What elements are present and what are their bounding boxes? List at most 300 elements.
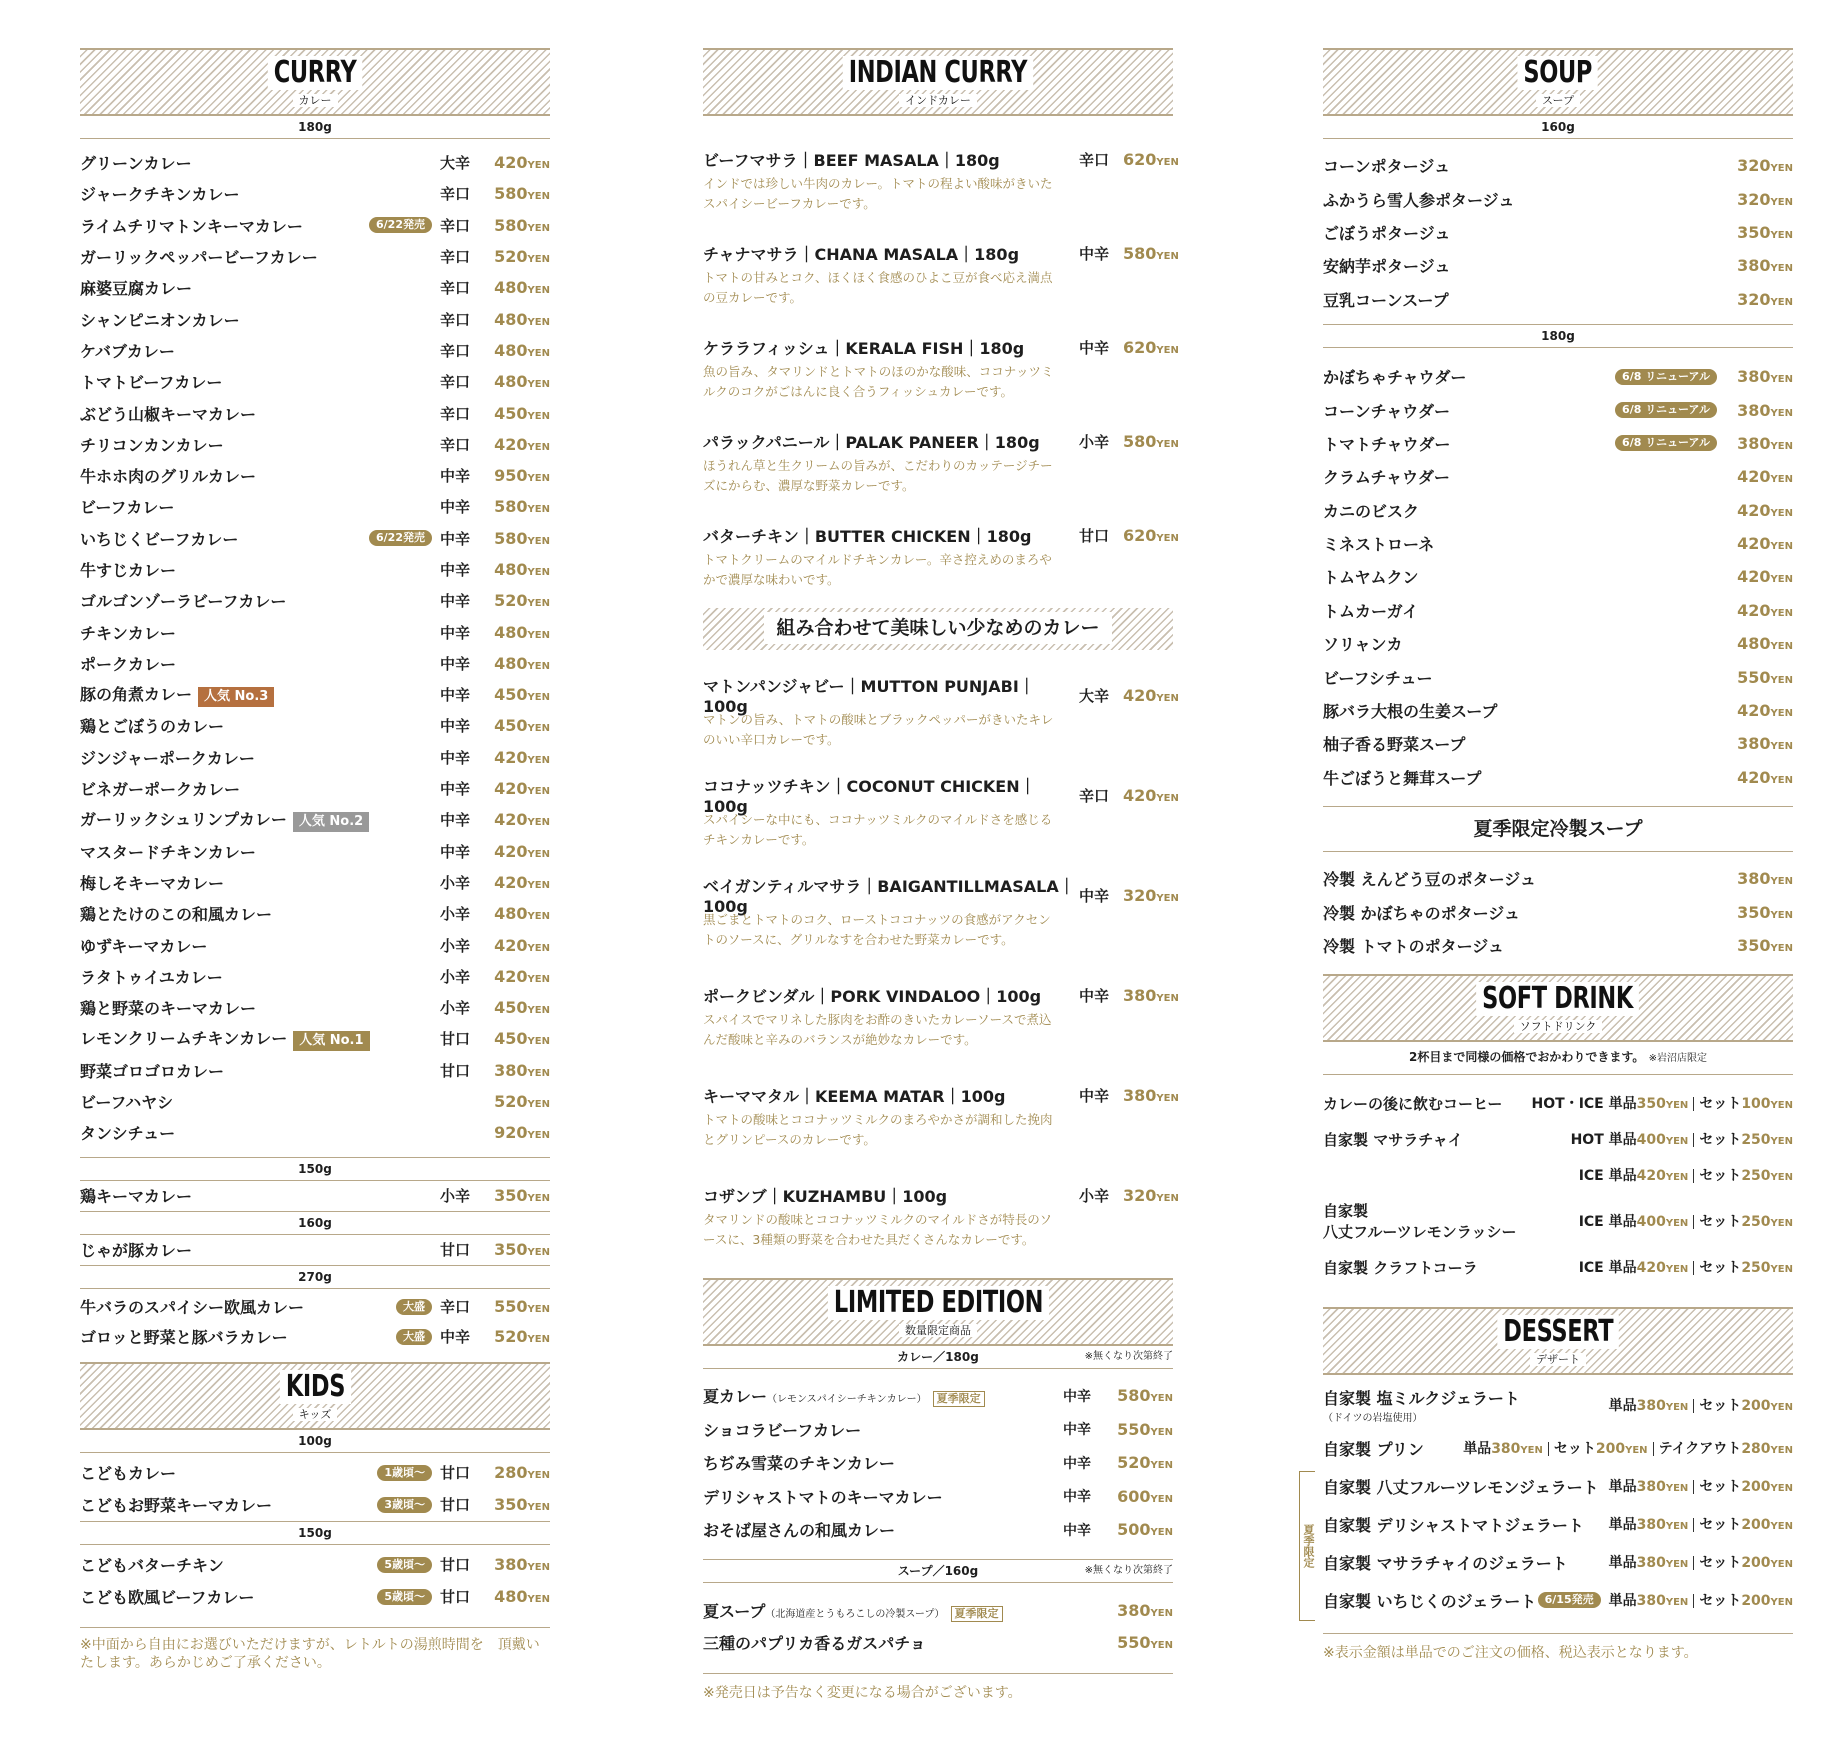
item-name: チリコンカンカレー xyxy=(80,435,224,455)
cold-soup-title: 夏季限定冷製スープ xyxy=(1323,807,1793,852)
item-price: 420YEN xyxy=(1737,600,1793,620)
item-price: 480YEN xyxy=(494,372,550,392)
menu-row xyxy=(80,1086,550,1117)
menu-row xyxy=(80,366,550,397)
menu-row xyxy=(80,1023,550,1054)
divider xyxy=(1693,1594,1694,1608)
release-tag: 6/8 リニューアル xyxy=(1615,402,1717,418)
yen-unit: YEN xyxy=(527,1470,550,1481)
yen-unit: YEN xyxy=(1770,1218,1793,1230)
item-name: 三種のパプリカ香るガスパチョ xyxy=(703,1634,926,1653)
yen-unit: YEN xyxy=(1770,1172,1793,1184)
spice-level: 甘口 xyxy=(440,1061,471,1080)
dessert-prices xyxy=(1609,1552,1793,1572)
yen-unit: YEN xyxy=(1770,1597,1793,1609)
weight-label: 180g xyxy=(1323,324,1793,348)
item-name: 鶏とごぼうのカレー xyxy=(80,717,225,737)
season-badge: 夏季限定 xyxy=(933,1391,985,1407)
item-name: レモンクリームチキンカレー 人気 No.1 xyxy=(80,1026,440,1051)
yen-unit: YEN xyxy=(1770,163,1793,175)
single-label: 単品 xyxy=(1608,1398,1637,1415)
item-price: 950YEN xyxy=(494,466,550,486)
menu-row xyxy=(703,1513,1173,1547)
item-name: チキンカレー xyxy=(80,623,176,643)
spice-level: 中辛 xyxy=(440,561,471,579)
item-price: 520YEN xyxy=(1117,1453,1173,1473)
release-tag: 6/22発売 xyxy=(369,530,432,546)
yen-unit: YEN xyxy=(1156,992,1179,1004)
drink-type: HOT xyxy=(1570,1132,1609,1149)
item-price: 620YEN xyxy=(1123,149,1179,169)
divider xyxy=(1693,1097,1694,1111)
yen-unit: YEN xyxy=(1770,229,1793,241)
item-name: ポークビンダル｜PORK VINDALOO｜100g xyxy=(703,986,1042,1006)
weight-label: 160g xyxy=(1323,116,1793,139)
yen-unit: YEN xyxy=(1770,909,1793,921)
indian-item xyxy=(703,874,1179,950)
drink-row xyxy=(1323,1249,1793,1285)
item-name: 豚バラ大根の生姜スープ xyxy=(1323,702,1498,722)
item-name: ライムチリマトンキーマカレー xyxy=(80,216,303,236)
item-price: 380YEN xyxy=(1636,1593,1689,1610)
release-tag: 5歳頃～ xyxy=(377,1589,432,1605)
spice-level: 中辛 xyxy=(1079,986,1110,1005)
menu-row xyxy=(1323,862,1793,895)
yen-unit: YEN xyxy=(1665,1218,1689,1230)
limited-soup-label-row xyxy=(703,1559,1173,1583)
menu-row xyxy=(703,1379,1173,1413)
yen-unit: YEN xyxy=(527,316,550,328)
menu-row xyxy=(80,147,550,178)
menu-row xyxy=(1323,360,1793,393)
yen-unit: YEN xyxy=(1770,1136,1793,1148)
yen-unit: YEN xyxy=(1156,438,1179,450)
spice-level: 辛口 xyxy=(440,279,471,298)
yen-unit: YEN xyxy=(1156,156,1179,168)
kids-100-list xyxy=(80,1453,550,1521)
yen-unit: YEN xyxy=(1770,196,1793,208)
menu-row xyxy=(80,616,550,647)
divider xyxy=(1653,1442,1654,1456)
yen-unit: YEN xyxy=(527,1334,550,1345)
item-name: こどもカレー xyxy=(80,1464,177,1483)
set-label: セット xyxy=(1699,1398,1742,1415)
curry-subtitle: カレー xyxy=(293,94,338,107)
menu-row xyxy=(80,1322,550,1352)
indian-item xyxy=(703,232,1179,308)
weight-label: 100g xyxy=(80,1430,550,1453)
indian-item-header xyxy=(703,1182,1179,1208)
menu-row xyxy=(80,1581,550,1613)
indian-item xyxy=(703,326,1179,402)
yen-unit: YEN xyxy=(527,598,550,610)
dessert-title: DESSERT xyxy=(1497,1315,1619,1349)
item-price: 280YEN xyxy=(494,1463,550,1482)
item-name: 牛ごぼうと舞茸スープ xyxy=(1323,768,1482,788)
spice-level: 小辛 xyxy=(1079,432,1110,451)
spice-level: 小辛 xyxy=(440,936,471,955)
spice-level: 小辛 xyxy=(440,905,471,924)
yen-unit: YEN xyxy=(527,567,550,578)
single-label: 単品 xyxy=(1608,1517,1637,1534)
item-name: コーンポタージュ xyxy=(1323,157,1451,177)
yen-unit: YEN xyxy=(527,692,550,704)
release-tag: 大盛 xyxy=(396,1329,432,1345)
item-name: 冷製 かぼちゃのポタージュ xyxy=(1323,903,1520,923)
item-price: 400YEN xyxy=(1636,1132,1689,1149)
yen-unit: YEN xyxy=(1770,574,1793,586)
spice-level: 甘口 xyxy=(440,1030,471,1049)
yen-unit: YEN xyxy=(527,1562,550,1573)
dessert-subname: （ドイツの岩塩使用） xyxy=(1323,1413,1423,1425)
dessert-prices xyxy=(1609,1395,1793,1415)
yen-unit: YEN xyxy=(1770,876,1793,888)
limited-title: LIMITED EDITION xyxy=(827,1286,1048,1320)
yen-unit: YEN xyxy=(527,285,550,297)
limited-soup-label: スープ／160g xyxy=(897,1563,979,1578)
menu-row xyxy=(703,1480,1173,1514)
yen-unit: YEN xyxy=(1770,741,1793,753)
indian-item xyxy=(703,974,1179,1050)
summer-limited-bracket: 夏季限定 xyxy=(1299,1471,1315,1621)
spice-level: 甘口 xyxy=(440,1241,471,1259)
item-name: クラムチャウダー xyxy=(1323,468,1450,488)
spice-level: 辛口 xyxy=(1079,786,1110,805)
item-name: ゴロッと野菜と豚バラカレー xyxy=(80,1328,288,1347)
yen-unit: YEN xyxy=(1156,1092,1179,1104)
item-name: 夏カレー（レモンスパイシーチキンカレー） 夏季限定 xyxy=(703,1384,1063,1407)
menu-row xyxy=(1323,560,1793,593)
drink-banner xyxy=(1323,974,1793,1042)
menu-row xyxy=(80,710,550,741)
indian-column xyxy=(703,48,1179,1702)
spice-level: 中辛 xyxy=(1063,1522,1091,1539)
weight-label: 270g xyxy=(80,1265,550,1289)
yen-unit: YEN xyxy=(527,504,550,516)
yen-unit: YEN xyxy=(1770,1402,1793,1414)
item-name: 野菜ゴロゴロカレー xyxy=(80,1061,225,1081)
spice-level: 中辛 xyxy=(440,748,471,767)
item-price: 420YEN xyxy=(494,935,550,955)
yen-unit: YEN xyxy=(527,410,550,422)
menu-row xyxy=(80,178,550,209)
item-name: カニのビスク xyxy=(1323,501,1420,521)
item-name: ガーリックシュリンプカレー 人気 No.2 xyxy=(80,807,440,832)
menu-row xyxy=(80,804,550,835)
spice-level: 中辛 xyxy=(1079,338,1110,357)
kids-subtitle: キッズ xyxy=(293,1408,338,1421)
soup-column xyxy=(1302,48,1793,1662)
spice-level: 中辛 xyxy=(440,467,471,486)
menu-row xyxy=(80,742,550,773)
spice-level: 小辛 xyxy=(440,999,471,1018)
item-price: 580YEN xyxy=(494,528,550,548)
yen-unit: YEN xyxy=(1770,708,1793,720)
item-price: 250YEN xyxy=(1741,1214,1793,1231)
drink-subtitle: ソフトドリンク xyxy=(1514,1020,1603,1033)
drink-prices xyxy=(1579,1211,1793,1231)
item-name: トマトチャウダー xyxy=(1323,434,1451,454)
item-price: 450YEN xyxy=(494,716,550,736)
yen-unit: YEN xyxy=(1156,692,1179,704)
spice-level: 甘口 xyxy=(440,1556,471,1574)
kids-note: ※中面から自由にお選びいただけますが、レトルトの湯煎時間を 頂戴いたします。あらかじめご了承ください。 xyxy=(80,1636,540,1671)
menu-row xyxy=(703,1413,1173,1447)
yen-unit: YEN xyxy=(1665,1264,1689,1276)
item-price: 480YEN xyxy=(494,653,550,673)
single-label: 単品 xyxy=(1608,1479,1637,1496)
spice-level: 甘口 xyxy=(440,1588,471,1606)
menu-row xyxy=(1323,527,1793,560)
item-price: 380YEN xyxy=(1636,1398,1689,1415)
item-price: 250YEN xyxy=(1741,1132,1793,1149)
yen-unit: YEN xyxy=(527,848,550,860)
dessert-prices xyxy=(1609,1590,1793,1610)
curry-160-list xyxy=(80,1235,550,1265)
drink-prices xyxy=(1532,1093,1793,1113)
item-price: 520YEN xyxy=(494,1092,550,1112)
dessert-name: 自家製 プリン xyxy=(1323,1439,1424,1459)
menu-row xyxy=(1323,249,1793,282)
item-price: 550YEN xyxy=(1117,1419,1173,1439)
menu-row xyxy=(1323,182,1793,215)
drink-name: 自家製 マサラチャイ xyxy=(1323,1130,1463,1149)
yen-unit: YEN xyxy=(527,911,550,923)
item-name: 鶏と野菜のキーマカレー xyxy=(80,999,257,1019)
yen-unit: YEN xyxy=(1770,541,1793,553)
menu-row xyxy=(80,1457,550,1489)
yen-unit: YEN xyxy=(1156,792,1179,804)
indian-item-header xyxy=(703,677,1179,716)
drink-prices xyxy=(1579,1165,1793,1185)
item-name: かぼちゃチャウダー xyxy=(1323,368,1467,388)
single-label: 単品 xyxy=(1608,1260,1637,1277)
item-price: 580YEN xyxy=(494,184,550,204)
menu-row xyxy=(80,241,550,272)
menu-row xyxy=(1323,460,1793,493)
menu-row xyxy=(1323,427,1793,460)
item-name: トムカーガイ xyxy=(1323,601,1419,621)
curry-banner xyxy=(80,48,550,116)
item-name: マトンパンジャビー｜MUTTON PUNJABI｜100g xyxy=(703,677,1035,716)
item-price: 320YEN xyxy=(1737,156,1793,176)
set-label: セット xyxy=(1699,1260,1742,1277)
item-name: いちじくビーフカレー xyxy=(80,529,239,549)
limited-curry-label: カレー／180g xyxy=(897,1350,979,1364)
item-price: 380YEN xyxy=(1117,1601,1173,1620)
yen-unit: YEN xyxy=(1665,1483,1689,1495)
item-price: 420YEN xyxy=(494,434,550,454)
set-label: セット xyxy=(1699,1593,1742,1610)
item-price: 420YEN xyxy=(1737,567,1793,587)
menu-row xyxy=(80,397,550,428)
yen-unit: YEN xyxy=(527,1067,550,1079)
item-name: 牛ホホ肉のグリルカレー xyxy=(80,467,257,487)
yen-unit: YEN xyxy=(527,379,550,391)
yen-unit: YEN xyxy=(1770,1483,1793,1495)
drink-note-row xyxy=(1323,1042,1793,1075)
menu-row xyxy=(1323,627,1793,660)
yen-unit: YEN xyxy=(1770,263,1793,275)
yen-unit: YEN xyxy=(1770,943,1793,954)
item-price: 600YEN xyxy=(1117,1486,1173,1506)
divider xyxy=(1693,1133,1694,1147)
yen-unit: YEN xyxy=(527,191,550,203)
yen-unit: YEN xyxy=(1770,474,1793,486)
yen-unit: YEN xyxy=(1156,344,1179,356)
yen-unit: YEN xyxy=(1770,774,1793,786)
menu-row xyxy=(80,303,550,334)
item-price: 380YEN xyxy=(1737,367,1793,387)
item-name: ビーフカレー xyxy=(80,498,175,518)
yen-unit: YEN xyxy=(1150,1426,1173,1438)
yen-unit: YEN xyxy=(1770,641,1793,653)
indian-item xyxy=(703,674,1179,750)
item-price: 420YEN xyxy=(494,872,550,892)
item-name: ジンジャーポークカレー xyxy=(80,748,255,768)
item-price: 520YEN xyxy=(494,247,550,267)
item-name: ビーフハヤシ xyxy=(80,1093,174,1113)
limited-curry-label-row xyxy=(703,1346,1173,1369)
release-tag: 3歳頃～ xyxy=(377,1497,432,1513)
item-price: 200YEN xyxy=(1741,1555,1793,1572)
indian-item xyxy=(703,514,1179,590)
set-label: セット xyxy=(1699,1132,1742,1149)
single-label: 単品 xyxy=(1463,1441,1492,1458)
indian-item-header xyxy=(703,522,1179,548)
divider xyxy=(1693,1261,1694,1275)
yen-unit: YEN xyxy=(1665,1172,1689,1184)
yen-unit: YEN xyxy=(1625,1445,1648,1457)
item-price: 550YEN xyxy=(1117,1633,1173,1652)
spice-level: 辛口 xyxy=(440,248,471,267)
yen-unit: YEN xyxy=(527,1247,550,1258)
yen-unit: YEN xyxy=(527,660,550,672)
item-price: 480YEN xyxy=(494,309,550,329)
item-name: 夏スープ（北海道産とうもろこしの冷製スープ） 夏季限定 xyxy=(703,1599,1063,1622)
dessert-row xyxy=(1323,1505,1793,1543)
release-tag: 6/8 リニューアル xyxy=(1615,369,1717,385)
item-price: 580YEN xyxy=(1117,1386,1173,1406)
indian-item-header xyxy=(703,240,1179,266)
indian-item xyxy=(703,1174,1179,1250)
item-name: ココナッツチキン｜COCONUT CHICKEN｜100g xyxy=(703,777,1036,816)
indian-item-header xyxy=(703,1082,1179,1108)
item-price: 380YEN xyxy=(1737,869,1793,889)
item-price: 250YEN xyxy=(1741,1168,1793,1185)
item-subname: （レモンスパイシーチキンカレー） xyxy=(767,1394,927,1406)
item-price: 480YEN xyxy=(494,340,550,360)
yen-unit: YEN xyxy=(1770,440,1793,452)
yen-unit: YEN xyxy=(527,1130,550,1142)
popularity-badge: 人気 No.1 xyxy=(293,1031,369,1051)
soup-180-list xyxy=(1323,348,1793,794)
item-price: 320YEN xyxy=(1123,1185,1179,1205)
dessert-name xyxy=(1323,1386,1609,1424)
item-price: 350YEN xyxy=(494,1186,550,1205)
item-name: デリシャストマトのキーマカレー xyxy=(703,1487,943,1507)
drink-name-line: 八丈フルーツレモンラッシー xyxy=(1323,1223,1517,1242)
item-name: 安納芋ポタージュ xyxy=(1323,257,1451,277)
yen-unit: YEN xyxy=(527,1005,550,1017)
yen-unit: YEN xyxy=(527,1099,550,1111)
drink-note-small: ※岩沼店限定 xyxy=(1648,1053,1707,1065)
divider xyxy=(1548,1442,1549,1456)
item-name: コーンチャウダー xyxy=(1323,401,1451,421)
cold-soup-list xyxy=(1323,852,1793,962)
soup-banner xyxy=(1323,48,1793,116)
item-price: 580YEN xyxy=(1123,431,1179,451)
yen-unit: YEN xyxy=(1150,1393,1173,1405)
item-subname: （北海道産とうもろこしの冷製スープ） xyxy=(765,1609,945,1620)
yen-unit: YEN xyxy=(1770,1264,1793,1276)
drink-type: ICE xyxy=(1578,1214,1609,1231)
item-description: トマトクリームのマイルドチキンカレー。辛さ控えめのまろやかで濃厚な味わいです。 xyxy=(703,552,1052,587)
dessert-name-line: 自家製 塩ミルクジェラート xyxy=(1323,1389,1520,1409)
curry-column xyxy=(80,48,550,1672)
item-name: マスタードチキンカレー xyxy=(80,842,256,862)
item-price: 580YEN xyxy=(494,497,550,517)
spice-level: 中辛 xyxy=(440,654,471,673)
indian-list xyxy=(703,116,1179,590)
indian-item-header xyxy=(703,334,1179,360)
yen-unit: YEN xyxy=(527,1036,550,1048)
item-name: タンシチュー xyxy=(80,1124,176,1144)
menu-row xyxy=(1323,761,1793,794)
item-price: 380YEN xyxy=(1123,985,1179,1005)
item-price: 580YEN xyxy=(494,215,550,235)
dessert-prices xyxy=(1609,1476,1793,1496)
indian-banner xyxy=(703,48,1173,116)
spice-level: 辛口 xyxy=(1079,150,1110,169)
yen-unit: YEN xyxy=(527,473,550,485)
item-price: 420YEN xyxy=(1123,685,1179,705)
item-price: 480YEN xyxy=(494,1587,550,1606)
menu-row xyxy=(80,460,550,491)
item-name: じゃが豚カレー xyxy=(80,1241,193,1260)
yen-unit: YEN xyxy=(527,160,550,172)
dessert-name: 自家製 八丈フルーツレモンジェラート xyxy=(1323,1477,1599,1497)
menu-row xyxy=(80,523,550,554)
item-name: ポークカレー xyxy=(80,654,177,674)
item-price: 380YEN xyxy=(1737,400,1793,420)
item-price: 450YEN xyxy=(494,685,550,705)
yen-unit: YEN xyxy=(527,879,550,891)
set-label: セット xyxy=(1699,1479,1742,1496)
curry-270-list xyxy=(80,1289,550,1352)
yen-unit: YEN xyxy=(1665,1559,1689,1571)
item-price: 400YEN xyxy=(1636,1214,1689,1231)
item-name: ベイガンティルマサラ｜BAIGANTILLMASALA｜100g xyxy=(703,877,1075,916)
kids-title: KIDS xyxy=(279,1370,350,1404)
weight-label: 160g xyxy=(80,1211,550,1235)
item-name: 麻婆豆腐カレー xyxy=(80,279,193,299)
menu-row xyxy=(703,1627,1173,1659)
yen-unit: YEN xyxy=(1770,296,1793,308)
spice-level: 大辛 xyxy=(440,154,471,173)
item-price: 380YEN xyxy=(1123,1085,1179,1105)
yen-unit: YEN xyxy=(1665,1136,1689,1148)
indian-item-header xyxy=(703,877,1179,916)
menu-row xyxy=(80,1181,550,1211)
item-name: 豚の角煮カレー 人気 No.3 xyxy=(80,682,440,707)
drink-row xyxy=(1323,1085,1793,1121)
dessert-list xyxy=(1302,1375,1793,1619)
menu-row xyxy=(703,1446,1173,1480)
divider xyxy=(1693,1215,1694,1229)
item-name: こどもお野菜キーマカレー xyxy=(80,1496,273,1515)
divider xyxy=(1693,1399,1694,1413)
